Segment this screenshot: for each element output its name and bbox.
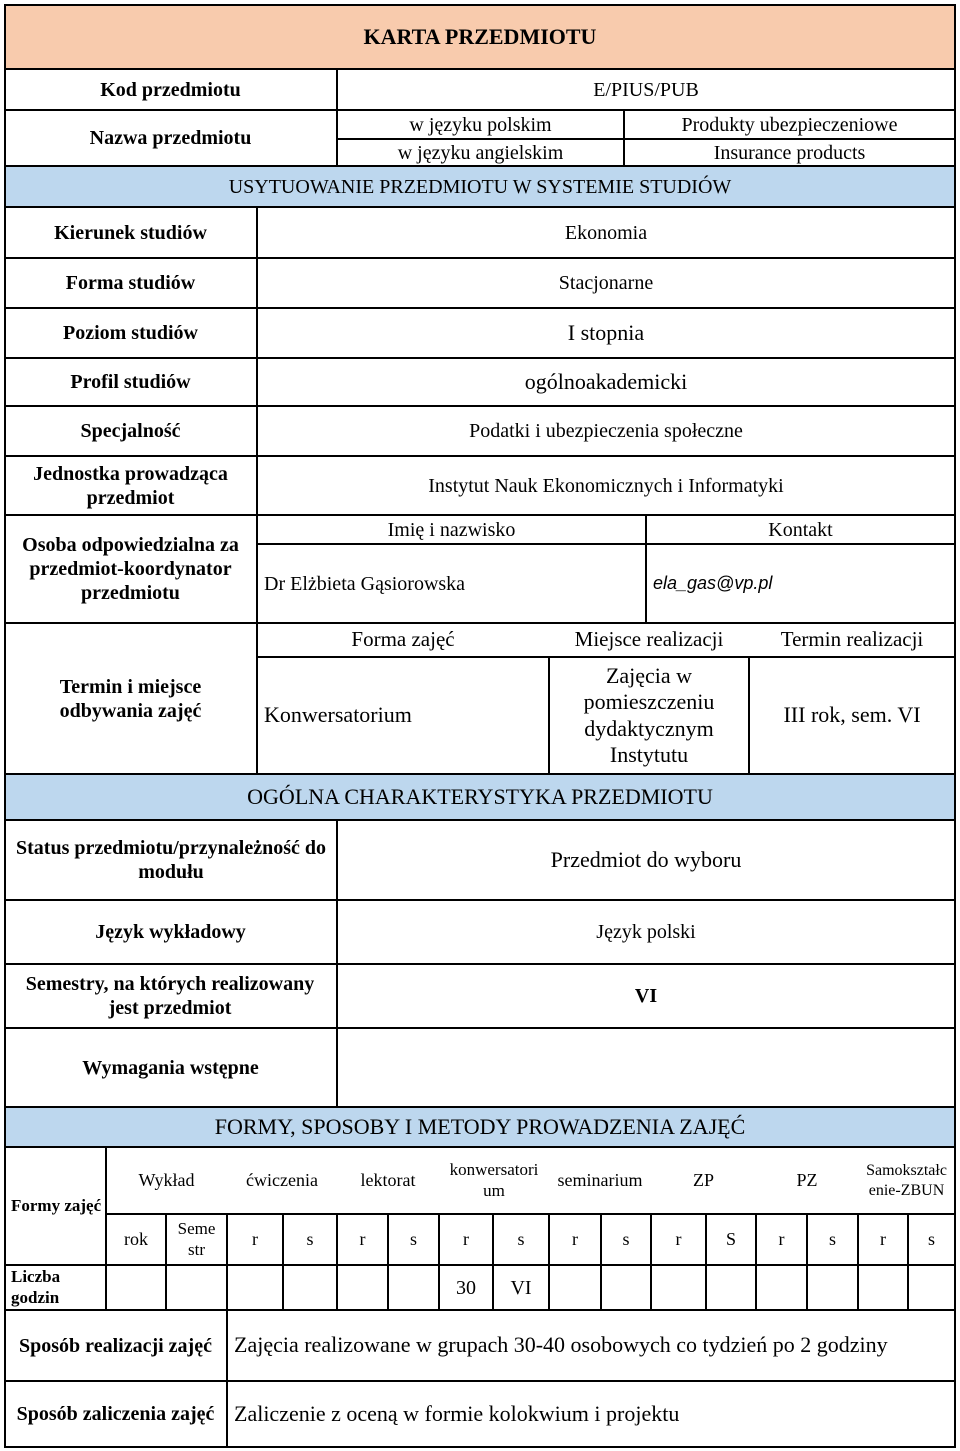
kierunek-label: Kierunek studiów bbox=[54, 221, 207, 244]
sub-cell: s bbox=[409, 1228, 417, 1249]
sposob-zaliczenia-value: Zaliczenie z oceną w formie kolokwium i projektu bbox=[234, 1400, 680, 1426]
usytuowanie-header: USYTUOWANIE PRZEDMIOTU W SYSTEMIE STUDIÓW bbox=[228, 175, 732, 198]
type-lektorat: lektorat bbox=[360, 1169, 416, 1190]
kod-label: Kod przedmiotu bbox=[100, 78, 241, 101]
semestry-label: Semestry, na których realizowany jest przedmiot bbox=[25, 973, 315, 1019]
jezyk-value: Język polski bbox=[596, 921, 696, 943]
nazwa-en-value: Insurance products bbox=[713, 141, 866, 164]
kierunek-value: Ekonomia bbox=[564, 221, 648, 244]
sub-cell: s bbox=[828, 1228, 836, 1249]
nazwa-pl-label: w języku polskim bbox=[409, 113, 552, 136]
type-samoksztalcenie: Samokształcenie-ZBUN bbox=[866, 1162, 947, 1199]
profil-value: ogólnoakademicki bbox=[524, 368, 688, 394]
sub-cell: s bbox=[306, 1228, 314, 1249]
forma-studiow-label: Forma studiów bbox=[65, 272, 196, 294]
type-cwiczenia: ćwiczenia bbox=[246, 1169, 318, 1190]
page-title: KARTA PRZEDMIOTU bbox=[363, 23, 597, 49]
line bbox=[548, 656, 550, 775]
poziom-label: Poziom studiów bbox=[63, 322, 198, 344]
status-label: Status przedmiotu/przynależność do modułu bbox=[16, 837, 326, 883]
sub-rok: rok bbox=[124, 1228, 148, 1249]
type-zp: ZP bbox=[692, 1169, 714, 1190]
ogolna-header: OGÓLNA CHARAKTERYSTYKA PRZEDMIOTU bbox=[247, 783, 713, 809]
hours-value: 30 bbox=[456, 1276, 476, 1299]
sub-cell: s bbox=[927, 1228, 935, 1249]
type-seminarium: seminarium bbox=[557, 1169, 643, 1190]
liczba-row-label: Liczba godzin bbox=[11, 1267, 61, 1307]
termin-miejsce-value: Zajęcia w pomieszczeniu dydaktycznym Instytutu bbox=[583, 662, 715, 767]
termin-forma-value: Konwersatorium bbox=[264, 702, 412, 728]
nazwa-pl-value: Produkty ubezpieczeniowe bbox=[681, 113, 898, 136]
semestry-value: VI bbox=[634, 985, 658, 1007]
sub-cell: r bbox=[463, 1228, 469, 1249]
type-pz: PZ bbox=[796, 1169, 818, 1190]
formy-header: FORMY, SPOSOBY I METODY PROWADZENIA ZAJĘĆ bbox=[214, 1113, 746, 1139]
sub-cell: r bbox=[675, 1228, 682, 1249]
jednostka-label: Jednostka prowadząca przedmiot bbox=[33, 462, 228, 509]
termin-forma-header: Forma zajęć bbox=[351, 627, 455, 652]
sub-semestr: Semestr bbox=[177, 1219, 216, 1259]
wymagania-value bbox=[338, 1029, 954, 1106]
sub-cell: r bbox=[880, 1228, 886, 1249]
hours-semester: VI bbox=[510, 1276, 532, 1299]
sub-cell: r bbox=[359, 1228, 366, 1249]
osoba-name-header: Imię i nazwisko bbox=[387, 518, 516, 541]
jezyk-label: Język wykładowy bbox=[95, 921, 246, 943]
termin-label: Termin i miejsce odbywania zajęć bbox=[59, 675, 202, 722]
osoba-name: Dr Elżbieta Gąsiorowska bbox=[264, 572, 466, 595]
sub-cell: s bbox=[517, 1228, 525, 1249]
sub-cell: r bbox=[778, 1228, 785, 1249]
termin-termin-value: III rok, sem. VI bbox=[783, 702, 921, 728]
termin-termin-header: Termin realizacji bbox=[780, 627, 924, 652]
type-wyklad: Wykład bbox=[138, 1169, 195, 1190]
line bbox=[4, 1446, 956, 1448]
nazwa-label: Nazwa przedmiotu bbox=[89, 127, 252, 149]
sub-cell: S bbox=[725, 1228, 736, 1249]
forma-studiow-value: Stacjonarne bbox=[558, 272, 654, 294]
status-value: Przedmiot do wyboru bbox=[550, 846, 742, 872]
sposob-zaliczenia-label: Sposób zaliczenia zajęć bbox=[16, 1403, 215, 1425]
specjalnosc-label: Specjalność bbox=[80, 420, 181, 442]
formy-row-label: Formy zajęć bbox=[11, 1195, 102, 1215]
sposob-realizacji-label: Sposób realizacji zajęć bbox=[19, 1334, 212, 1357]
kod-value: E/PIUS/PUB bbox=[593, 78, 699, 101]
osoba-label: Osoba odpowiedzialna za przedmiot-koordynator przedmiotu bbox=[22, 534, 239, 604]
specjalnosc-value: Podatki i ubezpieczenia społeczne bbox=[469, 420, 743, 442]
line bbox=[954, 4, 956, 1448]
sposob-realizacji-value: Zajęcia realizowane w grupach 30-40 osobowych co tydzień po 2 godziny bbox=[234, 1332, 888, 1358]
osoba-contact-header: Kontakt bbox=[768, 518, 833, 541]
wymagania-label: Wymagania wstępne bbox=[82, 1056, 259, 1079]
profil-label: Profil studiów bbox=[70, 371, 191, 393]
nazwa-en-label: w języku angielskim bbox=[397, 141, 564, 164]
sub-cell: r bbox=[572, 1228, 578, 1249]
sub-cell: r bbox=[252, 1228, 258, 1249]
termin-miejsce-header: Miejsce realizacji bbox=[574, 627, 724, 652]
poziom-value: I stopnia bbox=[567, 319, 645, 345]
osoba-contact: ela_gas@vp.pl bbox=[653, 572, 773, 593]
sub-cell: s bbox=[622, 1228, 630, 1249]
jednostka-value: Instytut Nauk Ekonomicznych i Informatyki bbox=[428, 474, 784, 497]
type-konwersatorium: konwersatorium bbox=[449, 1160, 539, 1200]
